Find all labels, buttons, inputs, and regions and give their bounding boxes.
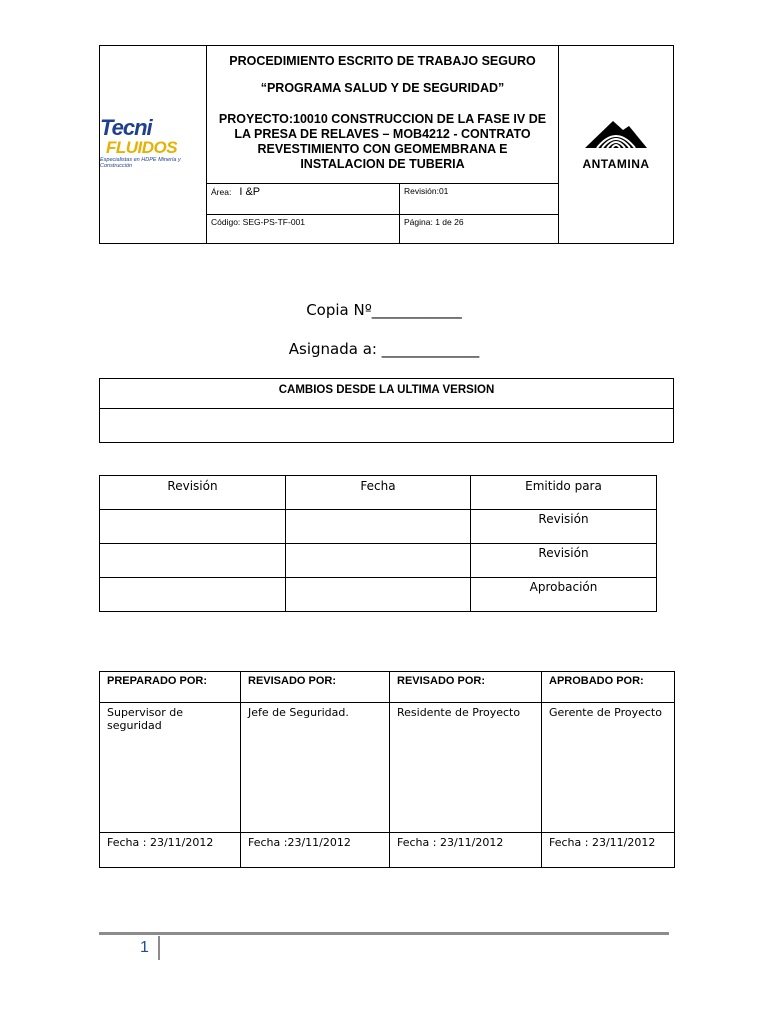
project-line-2: LA PRESA DE RELAVES – MOB4212 - CONTRATO: [234, 127, 531, 141]
fecha-cell: [286, 578, 471, 612]
project-line-3: REVESTIMIENTO CON GEOMEMBRANA E: [257, 142, 508, 156]
logo-fluidos-text: FLUIDOS: [106, 138, 178, 158]
changes-box: [99, 378, 674, 443]
emitido-cell: Revisión: [471, 510, 657, 544]
revision-header-row: [100, 476, 657, 510]
revision-cell: [100, 510, 286, 544]
program-title: “PROGRAMA SALUD Y DE SEGURIDAD”: [260, 81, 505, 95]
antamina-logo-text: ANTAMINA: [582, 157, 650, 171]
date-prepared: Fecha : 23/11/2012: [100, 833, 241, 868]
tecnifluidos-logo: [100, 117, 206, 169]
copy-number: Copia Nº____________: [306, 301, 462, 319]
logo-left-cell: [100, 46, 207, 244]
header-prepared-by: PREPARADO POR:: [100, 672, 241, 703]
signature-date-row: [100, 833, 675, 868]
signature-table: [99, 671, 675, 868]
emitido-cell: Revisión: [471, 544, 657, 578]
revision-cell: [100, 544, 286, 578]
revision-table: [99, 475, 657, 612]
codigo-cell: [207, 215, 400, 244]
emitido-cell: Aprobación: [471, 578, 657, 612]
date-reviewed-2: Fecha : 23/11/2012: [390, 833, 542, 868]
document-title: PROCEDIMIENTO ESCRITO DE TRABAJO SEGURO: [229, 54, 536, 68]
revision-header-emitido: Emitido para: [471, 476, 657, 510]
header-reviewed-by-1: REVISADO POR:: [241, 672, 390, 703]
revision-header-revision: Revisión: [100, 476, 286, 510]
role-prepared: Supervisor de seguridad: [100, 703, 241, 833]
revision-cell: [100, 578, 286, 612]
revision-label: Revisión:01: [404, 186, 449, 196]
logo-tecni-text: Tecni: [100, 115, 152, 141]
project-line-4: INSTALACION DE TUBERIA: [300, 157, 465, 171]
header-reviewed-by-2: REVISADO POR:: [390, 672, 542, 703]
role-reviewed-1: Jefe de Seguridad.: [241, 703, 390, 833]
changes-content: [100, 409, 674, 443]
area-label: Área:: [211, 187, 232, 197]
role-reviewed-2: Residente de Proyecto: [390, 703, 542, 833]
area-cell: [207, 184, 400, 215]
signature-header-row: [100, 672, 675, 703]
antamina-logo: [559, 118, 673, 171]
document-header: [99, 45, 674, 244]
table-row: [100, 510, 657, 544]
table-row: [100, 578, 657, 612]
codigo-label: Código: SEG-PS-TF-001: [211, 217, 306, 227]
table-row: [100, 544, 657, 578]
header-approved-by: APROBADO POR:: [542, 672, 675, 703]
project-line-1: PROYECTO:10010 CONSTRUCCION DE LA FASE IV DE: [218, 112, 547, 126]
assigned-to: Asignada a: _____________: [288, 340, 480, 358]
area-value: I &P: [239, 186, 261, 198]
signature-role-row: [100, 703, 675, 833]
page-number-separator: [158, 936, 160, 960]
pagina-cell: [400, 215, 559, 244]
page-number: 1: [140, 939, 149, 956]
footer-divider: [99, 932, 669, 935]
revision-header-fecha: Fecha: [286, 476, 471, 510]
title-cell: [207, 46, 559, 184]
logo-right-cell: [559, 46, 674, 244]
logo-tagline: Especialistas en HDPE Minería y Construcción: [100, 157, 181, 169]
date-approved: Fecha : 23/11/2012: [542, 833, 675, 868]
date-reviewed-1: Fecha :23/11/2012: [241, 833, 390, 868]
changes-title: CAMBIOS DESDE LA ULTIMA VERSION: [100, 379, 674, 409]
revision-cell: [400, 184, 559, 215]
role-approved: Gerente de Proyecto: [542, 703, 675, 833]
fecha-cell: [286, 510, 471, 544]
antamina-mountain-icon: [583, 118, 649, 150]
pagina-label: Página: 1 de 26: [404, 217, 464, 227]
fecha-cell: [286, 544, 471, 578]
